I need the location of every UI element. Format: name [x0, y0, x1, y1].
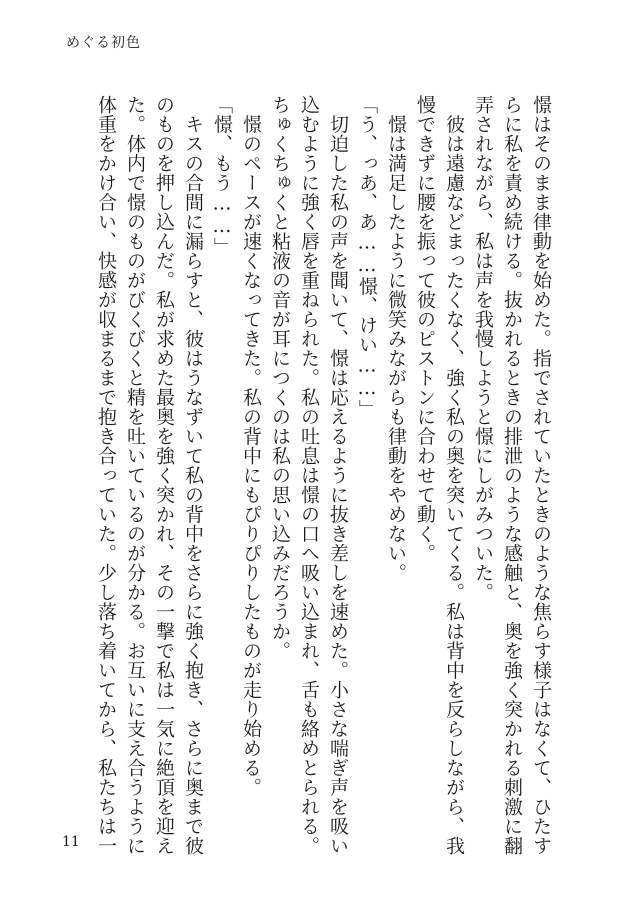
text-line: 「う、っあ、あ……憬、けい……」: [356, 95, 378, 419]
text-line: 弄されながら、私は声を我慢しようと憬にしがみついた。: [472, 95, 494, 602]
text-line: 「憬、もう……」: [211, 95, 233, 257]
text-line: 彼は遠慮などまったくなく、強く私の奥を突いてくる。私は背中を反らしながら、我: [443, 95, 465, 856]
text-line: た。体内で憬のものがびくびくと精を吐いているのが分かる。お互いに支え合うように: [124, 95, 146, 856]
text-line: らに私を責め続ける。抜かれるときの排泄のような感触と、奥を強く突かれる刺激に翻: [501, 95, 523, 856]
text-line: キスの合間に漏らすと、彼はうなずいて私の背中をさらに強く抱き、さらに奥まで彼: [182, 95, 204, 856]
text-line: ちゅくちゅくと粘液の音が耳につくのは私の思い込みだろうか。: [269, 95, 291, 661]
text-line: 体重をかけ合い、快感が収まるまで抱き合っていた。少し落ち着いてから、私たちは一: [95, 95, 117, 856]
page-number: 11: [62, 834, 80, 850]
text-line: 慢できずに腰を振って彼のピストンに合わせて動く。: [414, 95, 436, 563]
text-line: 憬は満足したように微笑みながらも律動をやめない。: [385, 95, 407, 583]
text-line: 憬はそのまま律動を始めた。指でされていたときのような焦らす様子はなくて、ひたす: [530, 95, 552, 856]
text-line: のものを押し込んだ。私が求めた最奥を強く突かれ、その一撃で私は一気に絶頂を迎え: [153, 95, 175, 856]
text-line: 切迫した私の声を聞いて、憬は応えるように抜き差しを速めた。小さな喘ぎ声を吸い: [327, 95, 349, 856]
text-line: 込むように強く唇を重ねられた。私の吐息は憬の口へ吸い込まれ、舌も絡めとられる。: [298, 95, 320, 856]
vertical-text-block: [85, 95, 555, 856]
text-line: 憬のペースが速くなってきた。私の背中にもぴりぴりしたものが走り始める。: [240, 95, 262, 797]
running-head: めぐる初色: [66, 35, 141, 51]
